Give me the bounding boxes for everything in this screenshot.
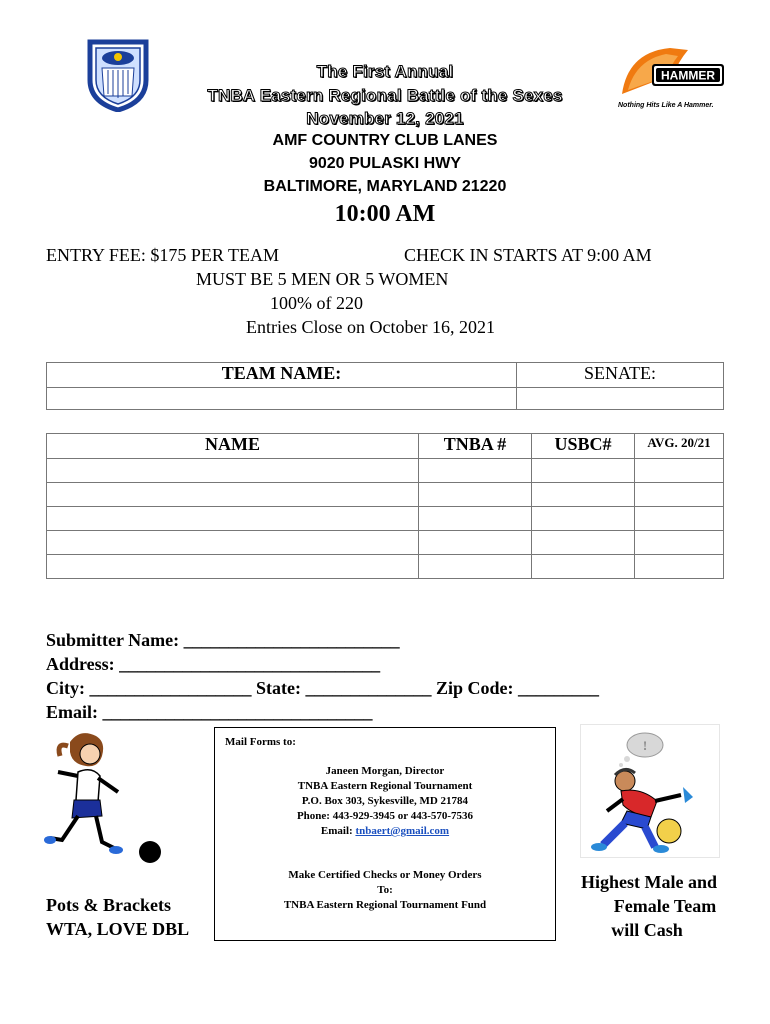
tnba-column-label: TNBA # [443, 434, 507, 454]
average-cell[interactable] [635, 459, 724, 483]
roster-header-avg [635, 434, 724, 459]
title-line-1: The First Annual [316, 62, 454, 81]
contact-email-row [215, 824, 555, 839]
woman-bowler-clipart [40, 728, 170, 868]
svg-text:!: ! [642, 738, 648, 753]
mail-forms-box [214, 727, 556, 941]
avg-column-label: AVG. 20/21 [647, 435, 711, 450]
tnba-number-cell[interactable] [419, 507, 532, 531]
usbc-number-cell[interactable] [532, 555, 635, 579]
start-time: 10:00 AM [334, 201, 436, 227]
team-table [46, 362, 724, 410]
bowler-name-cell[interactable] [47, 483, 419, 507]
checks-instruction: Make Certified Checks or Money Orders [288, 869, 482, 881]
bowler-name-cell[interactable] [47, 507, 419, 531]
venue-name: AMF COUNTRY CLUB LANES [272, 132, 498, 149]
team-name-label: TEAM NAME: [221, 363, 342, 383]
average-cell[interactable] [635, 531, 724, 555]
bowler-name-cell[interactable] [47, 459, 419, 483]
address-line[interactable]: Address: _____________________________ [46, 654, 381, 674]
roster-header-tnba [419, 434, 532, 459]
average-cell[interactable] [635, 483, 724, 507]
email-line[interactable]: Email: ______________________________ [46, 702, 373, 722]
checks-payee: TNBA Eastern Regional Tournament Fund [283, 899, 487, 911]
entry-fee: ENTRY FEE: $175 PER TEAM [46, 245, 280, 265]
venue-street: 9020 PULASKI HWY [308, 155, 462, 172]
table-row [47, 531, 724, 555]
pots-brackets-line1: Pots & Brackets [46, 895, 171, 915]
mail-heading: Mail Forms to: [225, 736, 296, 748]
team-rule: MUST BE 5 MEN OR 5 WOMEN [196, 269, 449, 289]
director-name: Janeen Morgan, Director [325, 765, 445, 777]
usbc-number-cell[interactable] [532, 483, 635, 507]
checks-to: To: [377, 884, 393, 896]
senate-header [517, 363, 724, 388]
bowler-name-cell[interactable] [47, 531, 419, 555]
roster-header-usbc [532, 434, 635, 459]
tnba-number-cell[interactable] [419, 555, 532, 579]
entries-close: Entries Close on October 16, 2021 [246, 317, 495, 337]
event-date: November 12, 2021 [306, 109, 464, 128]
bowler-name-cell[interactable] [47, 555, 419, 579]
roster-header-name [47, 434, 419, 459]
check-in-time: CHECK IN STARTS AT 9:00 AM [404, 245, 652, 265]
phone-numbers: Phone: 443-929-3945 or 443-570-7536 [296, 810, 474, 822]
city-state-zip-line[interactable]: City: __________________ State: ______________ Zip Code: _________ [46, 678, 599, 698]
average-cell[interactable] [635, 507, 724, 531]
cash-note-line3: will Cash [611, 920, 683, 940]
tnba-number-cell[interactable] [419, 531, 532, 555]
hammer-tagline: Nothing Hits Like A Hammer. [618, 102, 714, 109]
usbc-number-cell[interactable] [532, 459, 635, 483]
cash-note [566, 870, 732, 942]
venue-city: BALTIMORE, MARYLAND 21220 [263, 178, 507, 195]
pots-brackets-note [46, 893, 189, 941]
man-bowler-clipart [580, 724, 720, 858]
table-row [47, 483, 724, 507]
hammer-brand-text: HAMMER [661, 68, 715, 83]
usbc-number-cell[interactable] [532, 531, 635, 555]
roster-table [46, 433, 724, 579]
cash-note-line2: Female Team [613, 896, 717, 916]
average-cell[interactable] [635, 555, 724, 579]
usbc-number-cell[interactable] [532, 507, 635, 531]
contact-email-link[interactable]: tnbaert@gmail.com [355, 825, 450, 837]
senate-field[interactable] [517, 388, 724, 410]
name-column-label: NAME [205, 434, 260, 454]
handicap: 100% of 220 [270, 293, 363, 313]
tnba-number-cell[interactable] [419, 483, 532, 507]
team-name-field[interactable] [47, 388, 517, 410]
po-box-address: P.O. Box 303, Sykesville, MD 21784 [301, 795, 469, 807]
title-line-2: TNBA Eastern Regional Battle of the Sexes [207, 86, 563, 105]
senate-label: SENATE: [584, 363, 656, 383]
pots-brackets-line2: WTA, LOVE DBL [46, 919, 190, 939]
submitter-name-line[interactable]: Submitter Name: ________________________ [46, 630, 400, 650]
email-label: Email: [320, 825, 353, 837]
table-row [47, 459, 724, 483]
table-row [47, 507, 724, 531]
organization-name: TNBA Eastern Regional Tournament [297, 780, 473, 792]
cash-note-line1: Highest Male and [580, 872, 717, 892]
team-name-header [47, 363, 517, 388]
usbc-column-label: USBC# [554, 434, 612, 454]
table-row [47, 555, 724, 579]
tnba-number-cell[interactable] [419, 459, 532, 483]
